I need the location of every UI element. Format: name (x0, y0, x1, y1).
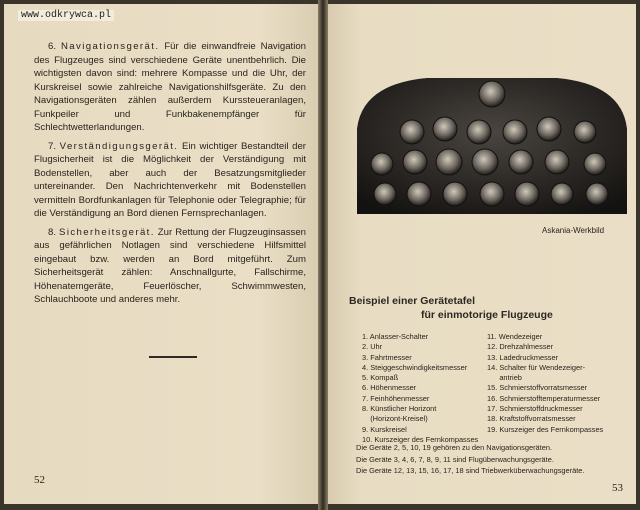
paragraph-term: Verständigungsgerät. (59, 140, 179, 152)
legend-item: 1. Anlasser-Schalter (362, 332, 429, 341)
legend-item: 13. Ladedruckmesser (487, 352, 559, 362)
legend-item: 16. Schmierstofftemperaturmesser (487, 393, 601, 403)
legend-item: 5. Kompaß (362, 373, 399, 383)
paragraph-communication (34, 140, 306, 221)
photo-credit: Askania-Werkbild (542, 226, 605, 235)
footnote: Die Geräte 3, 4, 6, 7, 8, 9, 11 sind Flugüberwachungsgeräte. (356, 454, 554, 464)
book-spine (318, 0, 328, 510)
paragraph-number: 6. (48, 41, 57, 52)
legend-item: 6. Höhenmesser (362, 383, 417, 393)
legend-item: 3. Fahrtmesser (362, 352, 412, 362)
legend-column-left (362, 332, 478, 445)
legend-item: 14. Schalter für Wendezeiger- (487, 362, 586, 372)
footnote: Die Geräte 12, 13, 15, 16, 17, 18 sind Triebwerküberwachungsgeräte. (356, 466, 585, 475)
paragraph-navigation (34, 40, 306, 135)
legend-item: antrieb (487, 373, 522, 383)
panel-title (349, 294, 553, 322)
paragraph-number: 7. (48, 140, 57, 152)
paragraph-body: Ein wichtiger Bestandteil der Flugsicherheit ist die Möglichkeit der Verständigung mit Bodenstellen, aber auch der Besatzungsmitglieder untereinander. Den Nachrichtenverkehr mit Bodenstellen vermitteln Bordfunkanlagen für Telephonie oder Telegraphie; für die Verständigung an Bord dienen Fernsprechanlagen. (34, 140, 306, 219)
footnote: Die Geräte 2, 5, 10, 19 gehören zu den Navigationsgeräten. (356, 443, 552, 452)
legend-item: 2. Uhr (362, 342, 383, 352)
instrument-panel-photo (357, 74, 627, 214)
legend-item: 11. Wendezeiger (487, 332, 543, 341)
watermark-text: www.odkrywca.pl (18, 10, 114, 21)
legend-item: 17. Schmierstoffdruckmesser (487, 404, 583, 414)
left-page (4, 4, 322, 504)
legend-item: (Horizont-Kreisel) (362, 414, 428, 424)
paragraph-term: Navigationsgerät. (60, 41, 160, 52)
paragraph-term: Sicherheitsgerät. (59, 226, 155, 238)
divider-rule (149, 356, 197, 358)
paragraph-safety (34, 226, 306, 307)
footnotes (356, 442, 584, 477)
paragraph-number: 8. (48, 226, 57, 238)
legend-item: 7. Feinhöhenmesser (362, 393, 430, 403)
legend-item: 12. Drehzahlmesser (487, 342, 554, 352)
legend-item: 19. Kurszeiger des Fernkompasses (487, 424, 604, 434)
legend-item: 15. Schmierstoffvorratsmesser (487, 383, 588, 393)
legend-item: 4. Steiggeschwindigkeitsmesser (362, 362, 468, 372)
title-line-1: Beispiel einer Gerätetafel (349, 295, 476, 307)
legend-item: 10. Kurszeiger des Fernkompasses (362, 434, 479, 444)
legend-item: 8. Künstlicher Horizont (362, 404, 437, 414)
gauge-compass (479, 81, 505, 107)
legend-item: 18. Kraftstoffvorratsmesser (487, 414, 576, 424)
page-number-right: 53 (612, 482, 623, 494)
body-text (34, 40, 306, 312)
paragraph-body: Für die einwandfreie Navigation des Flugzeuges sind verschiedene Geräte unentbehrlich. Die wichtigsten davon sind: mehrere Kompasse und die Uhr, der Kurskreisel sowie zahlreiche Navigationshilfsgeräte. Zu den Navigationsgeräten zählen außerdem Kurssteueranlagen, Funkpeiler und Funkbakenempfänger für Schlechtwetterlandungen. (34, 41, 306, 133)
page-number-left: 52 (34, 474, 45, 486)
legend-column-right (487, 332, 603, 435)
right-page (324, 4, 636, 504)
paragraph-body: Zur Rettung der Flugzeuginsassen aus gefährlichen Notlagen sind verschiedene Hilfsmittel eingebaut bzw. werden an Bord mitgeführt. Zum Sicherheitsgerät zählen: Anschnallgurte, Fallschirme, Höhenatemgeräte, Feuerlöscher, Schwimmwesten, Schlauchboote und anderes mehr. (34, 226, 306, 305)
title-line-2: für einmotorige Flugzeuge (421, 309, 553, 321)
legend-item: 9. Kurskreisel (362, 424, 407, 434)
